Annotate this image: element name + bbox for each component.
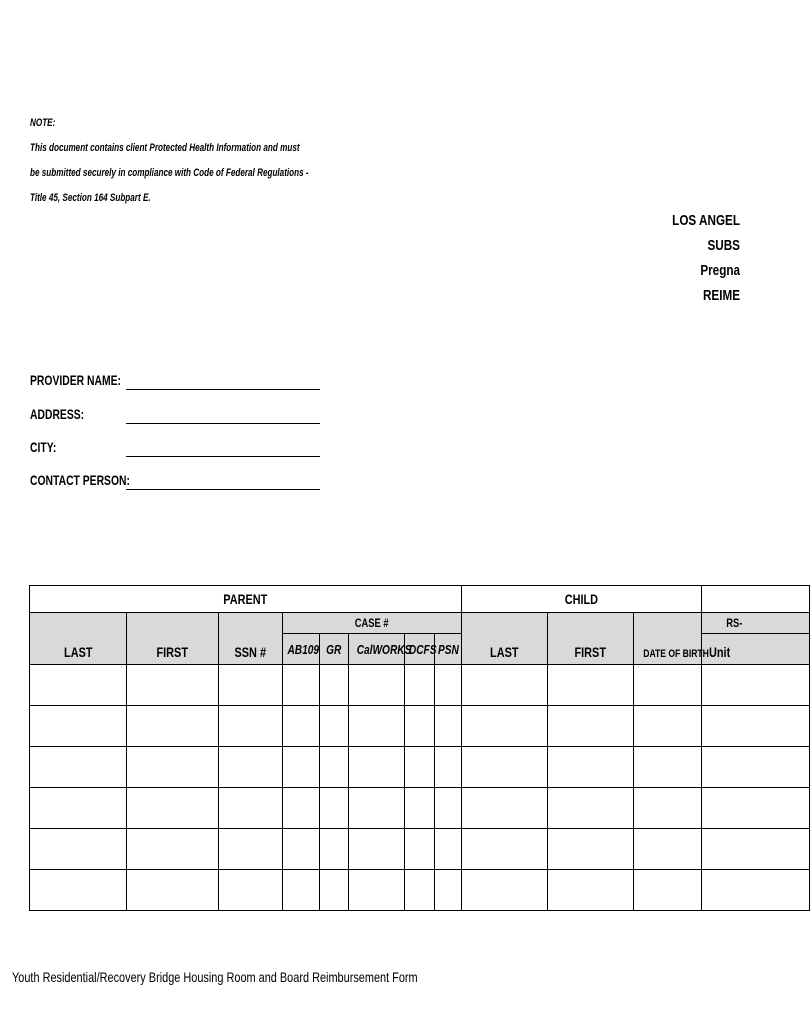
contact-person-field[interactable] (30, 472, 330, 494)
table-cell[interactable] (634, 747, 702, 788)
table-cell[interactable] (634, 829, 702, 870)
note-line-1: This document contains client Protected Health Information and must (30, 142, 300, 154)
table-cell[interactable] (219, 706, 283, 747)
table-cell[interactable] (30, 829, 127, 870)
table-cell[interactable] (283, 665, 320, 706)
note-line-3: Title 45, Section 164 Subpart E. (30, 192, 151, 204)
table-cell[interactable] (702, 829, 810, 870)
table-cell[interactable] (349, 665, 405, 706)
table-cell[interactable] (462, 706, 548, 747)
table-cell[interactable] (435, 747, 462, 788)
table-cell[interactable] (548, 706, 634, 747)
table-row (30, 788, 810, 829)
table-cell[interactable] (548, 829, 634, 870)
table-cell[interactable] (349, 829, 405, 870)
table-cell[interactable] (405, 747, 435, 788)
provider-name-label: PROVIDER NAME: (30, 372, 121, 388)
table-cell[interactable] (548, 788, 634, 829)
table-cell[interactable] (435, 870, 462, 911)
reimbursement-table (29, 585, 770, 914)
case-number-header: CASE # (283, 613, 462, 634)
calworks-header: CalWORKS (349, 634, 405, 665)
city-field[interactable] (30, 439, 330, 461)
table-cell[interactable] (320, 788, 349, 829)
table-row (30, 870, 810, 911)
provider-name-field[interactable] (30, 372, 330, 394)
table-cell[interactable] (283, 747, 320, 788)
table-cell[interactable] (219, 870, 283, 911)
table-cell[interactable] (219, 788, 283, 829)
table-cell[interactable] (30, 788, 127, 829)
title-line-2: SUBS (707, 237, 740, 254)
table-cell[interactable] (702, 788, 810, 829)
table-cell[interactable] (349, 788, 405, 829)
title-line-3: Pregna (700, 262, 740, 279)
address-label: ADDRESS: (30, 406, 85, 422)
table-cell[interactable] (127, 665, 219, 706)
parent-first-header: FIRST (127, 613, 219, 665)
table-cell[interactable] (634, 788, 702, 829)
rs-header: RS- (702, 613, 810, 634)
table-cell[interactable] (349, 706, 405, 747)
table-cell[interactable] (127, 829, 219, 870)
table-cell[interactable] (219, 747, 283, 788)
table-cell[interactable] (219, 665, 283, 706)
table-cell[interactable] (634, 665, 702, 706)
contact-person-label: CONTACT PERSON: (30, 472, 130, 488)
table-cell[interactable] (320, 706, 349, 747)
table-cell[interactable] (283, 706, 320, 747)
table-row (30, 706, 810, 747)
note-heading: NOTE: (30, 117, 56, 129)
table-cell[interactable] (30, 706, 127, 747)
table-cell[interactable] (435, 706, 462, 747)
table-cell[interactable] (405, 788, 435, 829)
rs-header-top (702, 586, 810, 613)
table-cell[interactable] (548, 747, 634, 788)
table-cell[interactable] (320, 665, 349, 706)
table-cell[interactable] (30, 747, 127, 788)
table-cell[interactable] (320, 747, 349, 788)
table-cell[interactable] (702, 870, 810, 911)
date-of-birth-header: DATE OF BIRTH (634, 613, 702, 665)
table-cell[interactable] (405, 870, 435, 911)
table-cell[interactable] (349, 747, 405, 788)
table-cell[interactable] (127, 788, 219, 829)
form-footer: Youth Residential/Recovery Bridge Housing Room and Board Reimbursement Form (12, 969, 418, 985)
table-cell[interactable] (462, 870, 548, 911)
contact-person-line[interactable] (126, 489, 320, 490)
address-field[interactable] (30, 406, 330, 428)
table-cell[interactable] (435, 788, 462, 829)
table-cell[interactable] (127, 747, 219, 788)
table-cell[interactable] (30, 665, 127, 706)
table-cell[interactable] (219, 829, 283, 870)
table-cell[interactable] (283, 870, 320, 911)
child-header: CHILD (462, 586, 702, 613)
table-cell[interactable] (702, 665, 810, 706)
table-cell[interactable] (320, 829, 349, 870)
table-cell[interactable] (462, 829, 548, 870)
gr-header: GR (320, 634, 349, 665)
table-cell[interactable] (548, 870, 634, 911)
unit-header: Unit (702, 634, 810, 665)
table-cell[interactable] (127, 870, 219, 911)
table-row (30, 747, 810, 788)
parent-last-header: LAST (30, 613, 127, 665)
form-title (620, 212, 740, 312)
phi-note (30, 116, 320, 216)
table-cell[interactable] (127, 706, 219, 747)
table-cell[interactable] (634, 706, 702, 747)
table-cell[interactable] (283, 788, 320, 829)
table-cell[interactable] (320, 870, 349, 911)
table-cell[interactable] (435, 829, 462, 870)
table-cell[interactable] (30, 870, 127, 911)
ab109-header: AB109 (283, 634, 320, 665)
table-row (30, 829, 810, 870)
table-row (30, 665, 810, 706)
address-line[interactable] (126, 423, 320, 424)
provider-name-line[interactable] (126, 389, 320, 390)
dcfs-header: DCFS (405, 634, 435, 665)
table-cell[interactable] (462, 747, 548, 788)
table-cell[interactable] (462, 665, 548, 706)
child-first-header: FIRST (548, 613, 634, 665)
table-cell[interactable] (283, 829, 320, 870)
note-line-2: be submitted securely in compliance with Code of Federal Regulations - (30, 167, 309, 179)
table-cell[interactable] (462, 788, 548, 829)
table-cell[interactable] (702, 706, 810, 747)
ssn-header: SSN # (219, 613, 283, 665)
table-cell[interactable] (349, 870, 405, 911)
table-cell[interactable] (405, 706, 435, 747)
table-cell[interactable] (548, 665, 634, 706)
psn-header: PSN (435, 634, 462, 665)
table-cell[interactable] (435, 665, 462, 706)
table-cell[interactable] (405, 665, 435, 706)
title-line-1: LOS ANGEL (672, 212, 740, 229)
parent-header: PARENT (30, 586, 462, 613)
table-cell[interactable] (634, 870, 702, 911)
city-line[interactable] (126, 456, 320, 457)
title-line-4: REIME (702, 287, 740, 304)
city-label: CITY: (30, 439, 57, 455)
table-cell[interactable] (702, 747, 810, 788)
child-last-header: LAST (462, 613, 548, 665)
table-cell[interactable] (405, 829, 435, 870)
